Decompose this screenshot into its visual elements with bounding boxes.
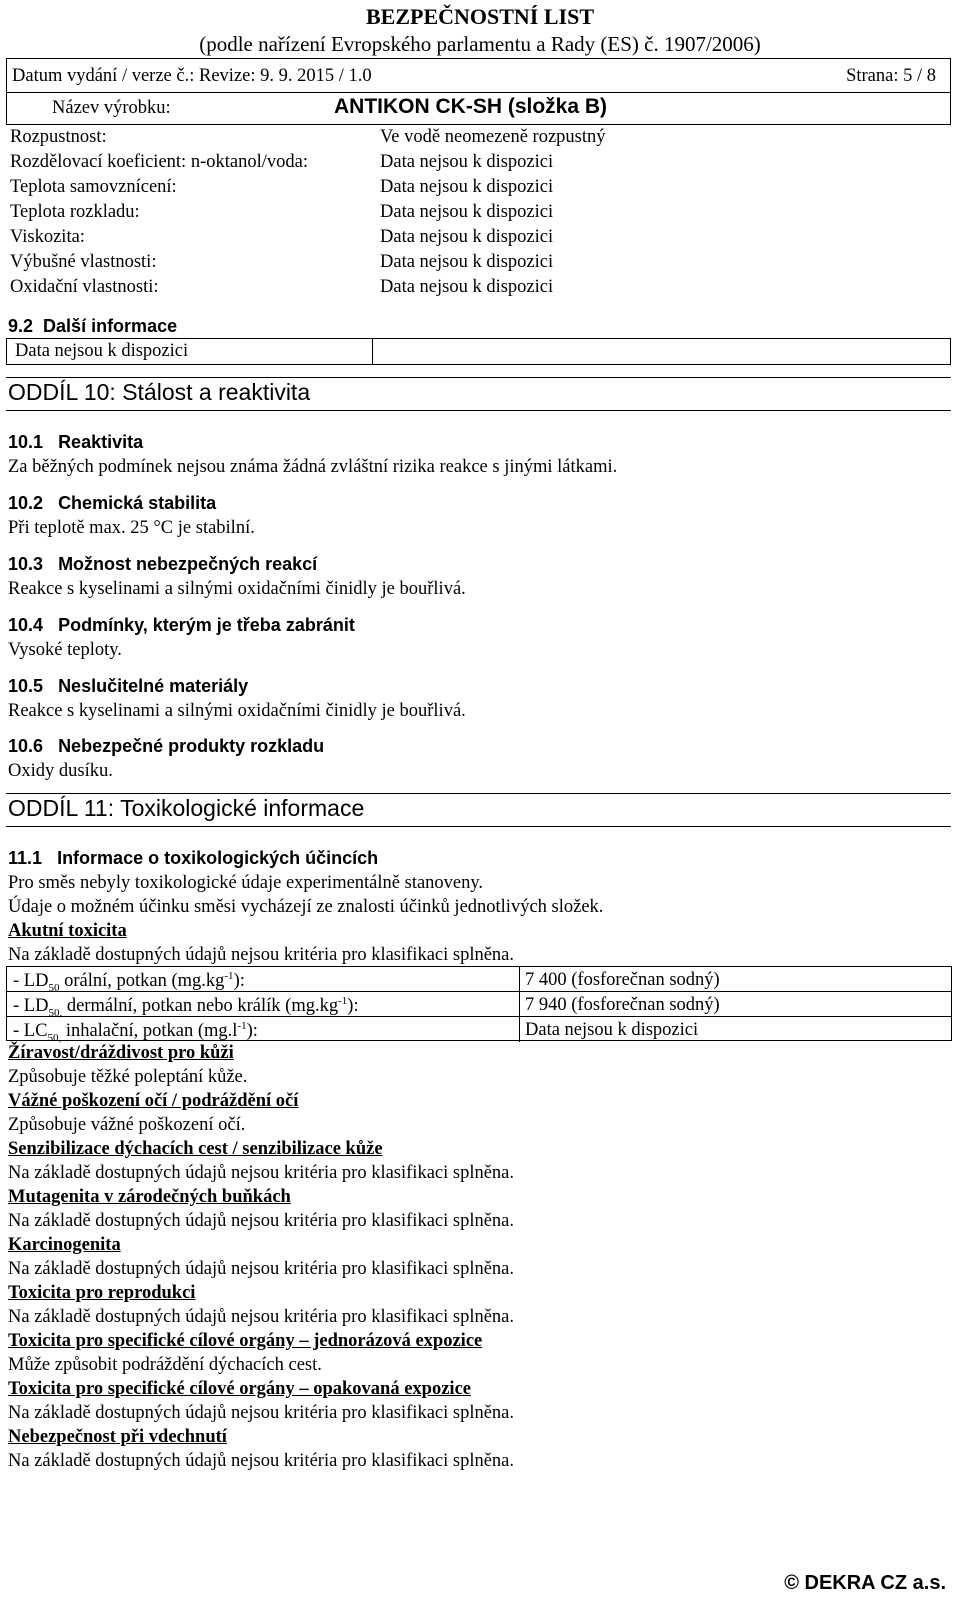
- paragraph: Vysoké teploty.: [8, 640, 122, 660]
- table-cell: [519, 1017, 960, 1042]
- cell-value: Data nejsou k dispozici: [525, 1020, 699, 1040]
- property-value: Data nejsou k dispozici: [380, 252, 554, 272]
- subheading: Akutní toxicita: [8, 921, 127, 941]
- hazard-title: Vážné poškození očí / podráždění očí: [8, 1091, 299, 1111]
- paragraph: Údaje o možném účinku směsi vycházejí ze znalosti účinků jednotlivých složek.: [8, 897, 604, 917]
- paragraph: Oxidy dusíku.: [8, 761, 113, 781]
- document-title: BEZPEČNOSTNÍ LIST: [365, 4, 595, 29]
- heading-10-6: [8, 736, 324, 757]
- heading-text: Reaktivita: [58, 432, 144, 452]
- property-value: Data nejsou k dispozici: [380, 227, 554, 247]
- heading-number: 9.2: [8, 316, 34, 336]
- heading-number: 10.2: [8, 493, 44, 513]
- footer-copyright: © DEKRA CZ a.s.: [784, 1572, 946, 1594]
- hazard-text: Způsobuje vážné poškození očí.: [8, 1115, 246, 1135]
- cell-value: 7 940 (fosforečnan sodný): [525, 995, 720, 1015]
- heading-10-4: [8, 615, 355, 636]
- hazard-title: Karcinogenita: [8, 1235, 121, 1255]
- hazard-text: Způsobuje těžké poleptání kůže.: [8, 1067, 248, 1087]
- paragraph: Za běžných podmínek nejsou známa žádná zvláštní rizika reakce s jinými látkami.: [8, 457, 618, 477]
- hazard-title: Nebezpečnost při vdechnutí: [8, 1427, 227, 1447]
- property-row: [6, 125, 951, 150]
- hazard-text: Na základě dostupných údajů nejsou kritéria pro klasifikaci splněna.: [8, 1163, 515, 1183]
- property-row: [6, 225, 951, 250]
- property-row: [6, 275, 951, 300]
- hazard-title: Toxicita pro specifické cílové orgány – opakovaná expozice: [8, 1379, 471, 1399]
- property-value: Data nejsou k dispozici: [380, 277, 554, 297]
- property-label: Oxidační vlastnosti:: [10, 277, 159, 297]
- heading-11-1: [8, 848, 378, 869]
- heading-9-2: [8, 316, 177, 337]
- hazard-title: Žíravost/dráždivost pro kůži: [8, 1043, 234, 1063]
- heading-text: Informace o toxikologických účincích: [57, 848, 379, 868]
- property-value: Data nejsou k dispozici: [380, 202, 554, 222]
- table-row: [7, 992, 951, 1017]
- paragraph: Při teplotě max. 25 °C je stabilní.: [8, 518, 255, 538]
- info-text: Data nejsou k dispozici: [15, 341, 189, 361]
- property-label: Teplota samovznícení:: [10, 177, 177, 197]
- document-subtitle: (podle nařízení Evropského parlamentu a Rady (ES) č. 1907/2006): [199, 32, 761, 56]
- page-number: Strana: 5 / 8: [846, 66, 936, 86]
- hazard-title: Toxicita pro reprodukci: [8, 1283, 196, 1303]
- heading-number: 10.1: [8, 432, 44, 452]
- section-title: ODDÍL 11: Toxikologické informace: [8, 795, 365, 821]
- hazard-text: Na základě dostupných údajů nejsou kritéria pro klasifikaci splněna.: [8, 1307, 515, 1327]
- paragraph: Pro směs nebyly toxikologické údaje experimentálně stanoveny.: [8, 873, 484, 893]
- heading-text: Nebezpečné produkty rozkladu: [58, 736, 325, 756]
- heading-10-1: [8, 432, 143, 453]
- heading-10-3: [8, 554, 317, 575]
- property-row: [6, 200, 951, 225]
- property-value: Ve vodě neomezeně rozpustný: [380, 127, 606, 147]
- hazard-text: Na základě dostupných údajů nejsou kritéria pro klasifikaci splněna.: [8, 1451, 515, 1471]
- heading-text: Chemická stabilita: [58, 493, 217, 513]
- hazard-title: Senzibilizace dýchacích cest / senzibilizace kůže: [8, 1139, 383, 1159]
- heading-text: Neslučitelné materiály: [58, 676, 249, 696]
- property-label: Výbušné vlastnosti:: [10, 252, 157, 272]
- heading-number: 10.5: [8, 676, 44, 696]
- heading-number: 10.4: [8, 615, 44, 635]
- hazard-title: Toxicita pro specifické cílové orgány – jednorázová expozice: [8, 1331, 483, 1351]
- table-cell: [519, 967, 960, 992]
- property-value: Data nejsou k dispozici: [380, 152, 554, 172]
- table-row: [7, 1017, 951, 1042]
- heading-text: Další informace: [43, 316, 178, 336]
- paragraph: Reakce s kyselinami a silnými oxidačními činidly je bouřlivá.: [8, 701, 466, 721]
- property-label: Rozdělovací koeficient: n-oktanol/voda:: [10, 152, 308, 172]
- product-label: Název výrobku:: [52, 98, 171, 118]
- heading-text: Možnost nebezpečných reakcí: [58, 554, 318, 574]
- property-label: Rozpustnost:: [10, 127, 107, 147]
- cell-label: - $LD_{50}$ orální, potkan $(mg.kg^{-1})$:: [13, 970, 245, 994]
- hazard-text: Na základě dostupných údajů nejsou kritéria pro klasifikaci splněna.: [8, 1403, 515, 1423]
- date-version: Datum vydání / verze č.: Revize: 9. 9. 2015 / 1.0: [12, 66, 372, 86]
- table-cell: [519, 992, 960, 1017]
- hazard-text: Může způsobit podráždění dýchacích cest.: [8, 1355, 322, 1375]
- property-label: Viskozita:: [10, 227, 85, 247]
- table-cell: [7, 967, 520, 992]
- info-box-divider: [372, 339, 373, 364]
- property-row: [6, 175, 951, 200]
- property-row: [6, 250, 951, 275]
- header-divider: [6, 92, 951, 93]
- cell-label: - $LC_{50,}$ inhalační, potkan $(mg.l^{-1})$:: [13, 1020, 258, 1044]
- cell-label: - $LD_{50,}$ dermální, potkan nebo králík $(mg.kg^{-1})$:: [13, 995, 359, 1019]
- heading-number: 11.1: [8, 848, 43, 868]
- heading-number: 10.6: [8, 736, 44, 756]
- heading-number: 10.3: [8, 554, 44, 574]
- section-11-header: [6, 793, 951, 827]
- hazard-text: Na základě dostupných údajů nejsou kritéria pro klasifikaci splněna.: [8, 1259, 515, 1279]
- info-box: [6, 338, 951, 365]
- table-cell: [7, 1017, 520, 1042]
- heading-10-2: [8, 493, 216, 514]
- section-title: ODDÍL 10: Stálost a reaktivita: [8, 379, 311, 405]
- heading-text: Podmínky, kterým je třeba zabránit: [58, 615, 355, 635]
- paragraph: Reakce s kyselinami a silnými oxidačními činidly je bouřlivá.: [8, 579, 466, 599]
- cell-value: 7 400 (fosforečnan sodný): [525, 970, 720, 990]
- property-value: Data nejsou k dispozici: [380, 177, 554, 197]
- paragraph: Na základě dostupných údajů nejsou kritéria pro klasifikaci splněna.: [8, 945, 515, 965]
- hazard-title: Mutagenita v zárodečných buňkách: [8, 1187, 291, 1207]
- toxicity-table: [6, 966, 952, 1044]
- hazard-text: Na základě dostupných údajů nejsou kritéria pro klasifikaci splněna.: [8, 1211, 515, 1231]
- table-row: [7, 967, 951, 992]
- heading-10-5: [8, 676, 248, 697]
- property-label: Teplota rozkladu:: [10, 202, 140, 222]
- section-10-header: [6, 377, 951, 411]
- property-row: [6, 150, 951, 175]
- table-cell: [7, 992, 520, 1017]
- product-name: ANTIKON CK-SH (složka B): [334, 95, 608, 118]
